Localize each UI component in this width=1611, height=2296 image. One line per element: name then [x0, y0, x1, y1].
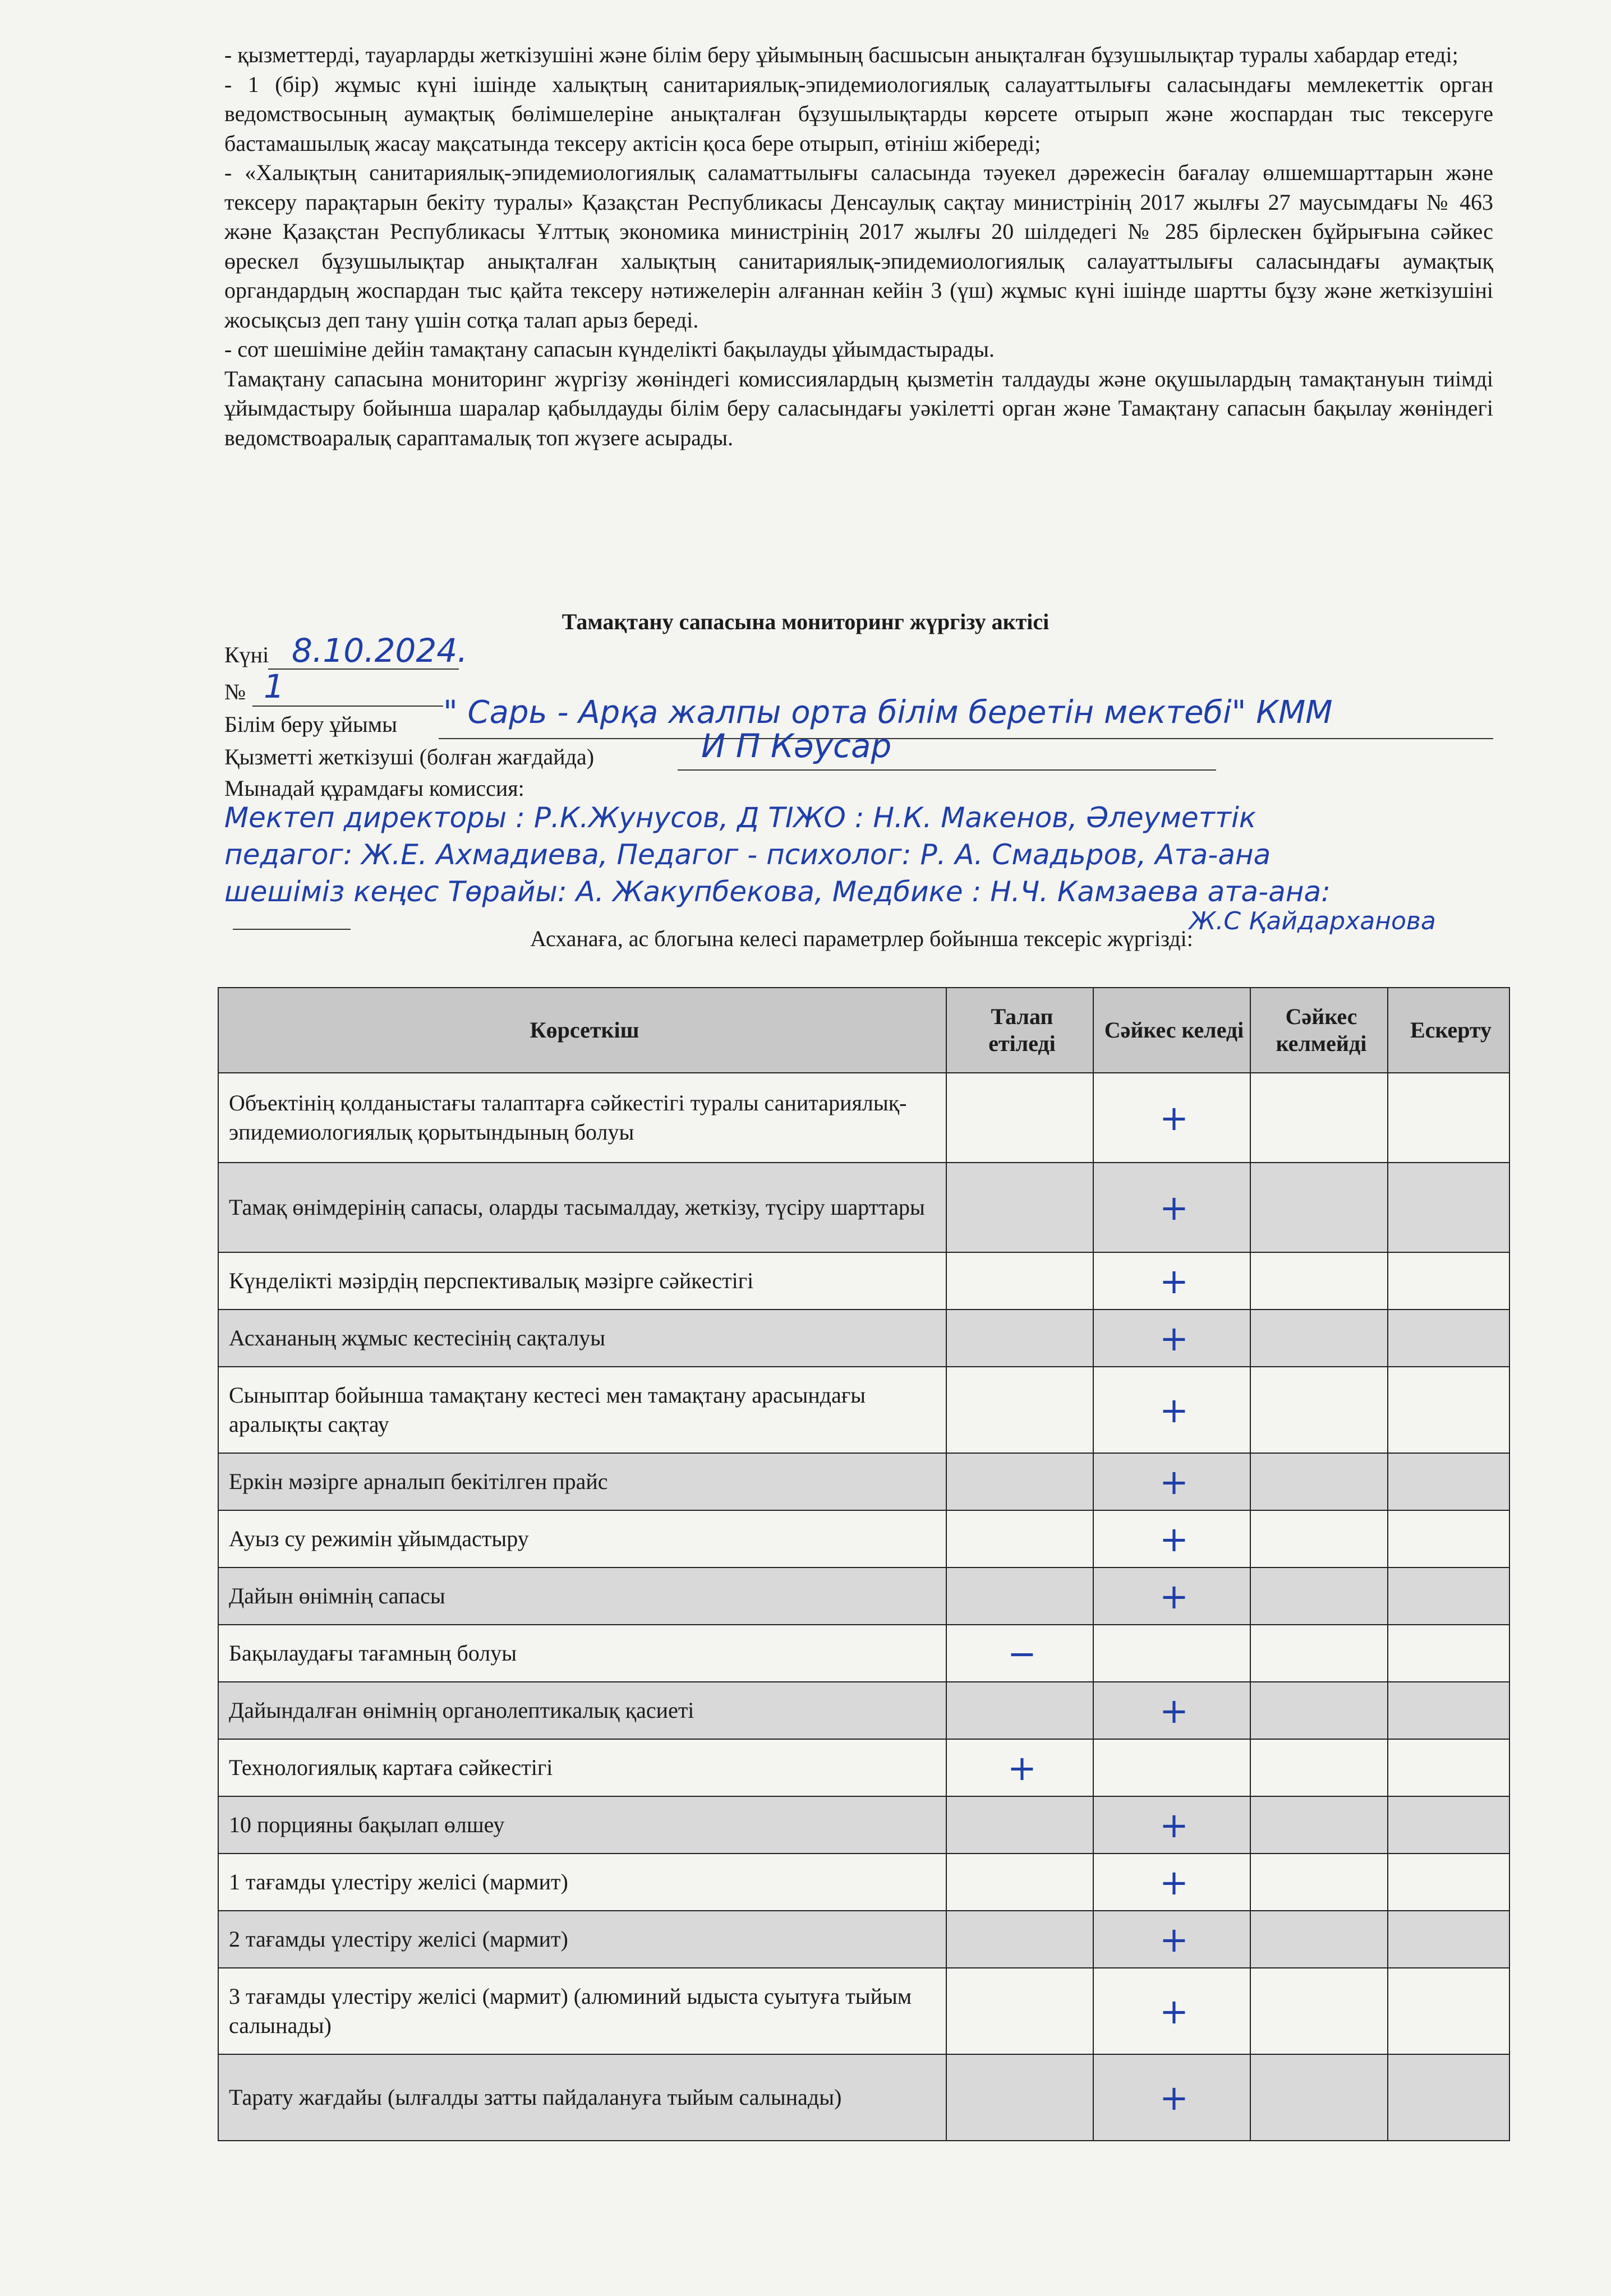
required-cell: [946, 1968, 1093, 2054]
header-required: Талап етіледі: [946, 988, 1093, 1073]
compliant-cell: +: [1093, 1252, 1250, 1310]
compliant-cell: +: [1093, 1073, 1250, 1163]
required-cell: +: [946, 1739, 1093, 1796]
org-field: [224, 709, 397, 740]
commission-members: [224, 799, 1611, 933]
indicator-cell: Тарату жағдайы (ылғалды затты пайдалануға тыйым салынады): [218, 2054, 946, 2141]
note-cell: [1388, 1252, 1509, 1310]
compliant-cell: +: [1093, 1310, 1250, 1367]
header-note: Ескерту: [1388, 988, 1509, 1073]
noncompliant-cell: [1250, 1073, 1388, 1163]
note-cell: [1388, 1163, 1509, 1252]
table-row: [218, 1911, 1509, 1968]
required-cell: −: [946, 1625, 1093, 1682]
commission-line: педагог: Ж.Е. Ахмадиева, Педагог - психолог: Р. А. Смадьров, Ата-ана: [224, 838, 1271, 871]
compliant-cell: +: [1093, 1510, 1250, 1567]
indicator-cell: Еркін мәзірге арналып бекітілген прайс: [218, 1453, 946, 1510]
date-field: [224, 639, 269, 671]
required-cell: [946, 1796, 1093, 1854]
commission-line: шешіміз кеңес Төрайы: А. Жакупбекова, Медбике : Н.Ч. Камзаева ата-ана:: [224, 875, 1331, 908]
indicator-cell: Дайындалған өнімнің органолептикалық қасиеті: [218, 1682, 946, 1739]
indicator-cell: Технологиялық картаға сәйкестігі: [218, 1739, 946, 1796]
table-row: [218, 1367, 1509, 1453]
noncompliant-cell: [1250, 1163, 1388, 1252]
indicator-cell: Күнделікті мәзірдің перспективалық мәзірге сәйкестігі: [218, 1252, 946, 1310]
table-row: [218, 1625, 1509, 1682]
table-row: [218, 1739, 1509, 1796]
noncompliant-cell: [1250, 1252, 1388, 1310]
intro-paragraph: - сот шешіміне дейін тамақтану сапасын күнделікті бақылауды ұйымдастырады.: [224, 336, 995, 362]
act-title: Тамақтану сапасына мониторинг жүргізу актісі: [561, 609, 1050, 634]
required-cell: [946, 1163, 1093, 1252]
number-value: 1: [264, 667, 284, 706]
date-label: Күні: [224, 642, 269, 667]
number-label: №: [224, 679, 246, 704]
note-cell: [1388, 1367, 1509, 1453]
noncompliant-cell: [1250, 1367, 1388, 1453]
org-underline: [439, 738, 1493, 739]
table-row: [218, 2054, 1509, 2141]
number-field: [224, 676, 246, 708]
compliant-cell: +: [1093, 1567, 1250, 1625]
note-cell: [1388, 1911, 1509, 1968]
indicator-cell: Тамақ өнімдерінің сапасы, оларды тасымалдау, жеткізу, түсіру шарттары: [218, 1163, 946, 1252]
required-cell: [946, 1453, 1093, 1510]
table-row: [218, 1510, 1509, 1567]
table-row: [218, 1073, 1509, 1163]
required-cell: [946, 2054, 1093, 2141]
org-label: Білім беру ұйымы: [224, 712, 397, 737]
table-row: [218, 1310, 1509, 1367]
table-row: [218, 1163, 1509, 1252]
compliant-cell: +: [1093, 1968, 1250, 2054]
note-cell: [1388, 1453, 1509, 1510]
table-row: [218, 1453, 1509, 1510]
supplier-label: Қызметті жеткізуші (болған жағдайда): [224, 744, 595, 769]
note-cell: [1388, 1854, 1509, 1911]
inspection-table: [218, 987, 1510, 2141]
intro-paragraph: - 1 (бір) жұмыс күні ішінде халықтың санитариялық-эпидемиологиялық салауаттылығы саласындағы мемлекеттік орган ведомствосының аумақтық бөлімшелеріне анықталған бұзушылықтарды көрсете отырып және жоспардан тыс тексеруге бастамашылық жасау мақсатында тексеру актісін қоса бере отырып, өтініш жібереді;: [224, 71, 1493, 156]
noncompliant-cell: [1250, 2054, 1388, 2141]
note-cell: [1388, 1625, 1509, 1682]
noncompliant-cell: [1250, 1682, 1388, 1739]
compliant-cell: +: [1093, 1367, 1250, 1453]
required-cell: [946, 1567, 1093, 1625]
indicator-cell: Дайын өнімнің сапасы: [218, 1567, 946, 1625]
note-cell: [1388, 2054, 1509, 2141]
required-cell: [946, 1510, 1093, 1567]
noncompliant-cell: [1250, 1510, 1388, 1567]
intro-paragraph: - қызметтерді, тауарларды жеткізушіні және білім беру ұйымының басшысын анықталған бұзушылықтар туралы хабардар етеді;: [224, 42, 1458, 67]
noncompliant-cell: [1250, 1567, 1388, 1625]
intro-paragraph: Тамақтану сапасына мониторинг жүргізу жөніндегі комиссиялардың қызметін талдауды және оқушылардың тамақтануын тиімді ұйымдастыру бойынша шаралар қабылдауды білім беру саласындағы уәкілетті орган және Тамақтану сапасын бақылау жөніндегі ведомствоаралық сараптамалық топ жүзеге асырады.: [224, 366, 1493, 450]
compliant-cell: +: [1093, 1682, 1250, 1739]
indicator-cell: 10 порцияны бақылап өлшеу: [218, 1796, 946, 1854]
header-indicator: Көрсеткіш: [218, 988, 946, 1073]
required-cell: [946, 1252, 1093, 1310]
indicator-cell: Ауыз су режимін ұйымдастыру: [218, 1510, 946, 1567]
note-cell: [1388, 1073, 1509, 1163]
note-cell: [1388, 1310, 1509, 1367]
table-row: [218, 1968, 1509, 2054]
required-cell: [946, 1682, 1093, 1739]
intro-paragraph: - «Халықтың санитариялық-эпидемиологиялық саламаттылығы саласында тәуекел дәрежесін бағалау өлшемшарттарын және тексеру парақтарын бекіту туралы» Қазақстан Республикасы Денсаулық сақтау министрінің 2017 жылғы 27 маусымдағы № 463 және Қазақстан Республикасы Ұлттық экономика министрінің 2017 жылғы 20 шілдедегі № 285 бірлескен бұйрығына сәйкес өрескел бұзушылықтар анықталған халықтың санитариялық-эпидемиологиялық салауаттылығы саласындағы аумақтық органдардың жоспардан тыс қайта тексеру нәтижелерін алғаннан кейін 3 (үш) жұмыс күні ішінде шартты бұзу және жеткізушіні жосықсыз деп тану үшін сотқа талап арыз береді.: [224, 160, 1493, 333]
table-header-row: [218, 988, 1509, 1073]
table-row: [218, 1854, 1509, 1911]
table-row: [218, 1252, 1509, 1310]
number-underline: [252, 706, 443, 707]
supplier-value: И П Кәусар: [701, 727, 892, 765]
header-compliant: Сәйкес келеді: [1093, 988, 1250, 1073]
noncompliant-cell: [1250, 1739, 1388, 1796]
commission-line: Ж.С Қайдарханова: [1189, 907, 1436, 935]
note-cell: [1388, 1739, 1509, 1796]
org-value: " Сарь - Арқа жалпы орта білім беретін мектебі" КММ: [443, 694, 1333, 731]
table-row: [218, 1796, 1509, 1854]
compliant-cell: +: [1093, 1163, 1250, 1252]
indicator-cell: Асхананың жұмыс кестесінің сақталуы: [218, 1310, 946, 1367]
compliant-cell: [1093, 1625, 1250, 1682]
date-value: 8.10.2024.: [292, 631, 468, 670]
supplier-underline: [678, 769, 1216, 771]
note-cell: [1388, 1682, 1509, 1739]
required-cell: [946, 1073, 1093, 1163]
table-row: [218, 1567, 1509, 1625]
noncompliant-cell: [1250, 1453, 1388, 1510]
noncompliant-cell: [1250, 1911, 1388, 1968]
required-cell: [946, 1310, 1093, 1367]
commission-label: Мынадай құрамдағы комиссия:: [224, 776, 524, 801]
compliant-cell: +: [1093, 1854, 1250, 1911]
noncompliant-cell: [1250, 1968, 1388, 2054]
noncompliant-cell: [1250, 1625, 1388, 1682]
note-cell: [1388, 1567, 1509, 1625]
note-cell: [1388, 1510, 1509, 1567]
table-row: [218, 1682, 1509, 1739]
check-intro-text: Асханаға, ас блогына келесі параметрлер бойынша тексеріс жүргізді:: [530, 926, 1193, 951]
header-noncompliant: Сәйкес келмейді: [1250, 988, 1388, 1073]
indicator-cell: Бақылаудағы тағамның болуы: [218, 1625, 946, 1682]
required-cell: [946, 1367, 1093, 1453]
compliant-cell: +: [1093, 2054, 1250, 2141]
indicator-cell: 3 тағамды үлестіру желісі (мармит) (алюминий ыдыста суытуға тыйым салынады): [218, 1968, 946, 2054]
compliant-cell: +: [1093, 1453, 1250, 1510]
compliant-cell: +: [1093, 1911, 1250, 1968]
compliant-cell: +: [1093, 1796, 1250, 1854]
noncompliant-cell: [1250, 1310, 1388, 1367]
intro-text: [224, 40, 1493, 453]
indicator-cell: Сыныптар бойынша тамақтану кестесі мен тамақтану арасындағы аралықты сақтау: [218, 1367, 946, 1453]
note-cell: [1388, 1968, 1509, 2054]
required-cell: [946, 1911, 1093, 1968]
required-cell: [946, 1854, 1093, 1911]
commission-line: Мектеп директоры : Р.К.Жунусов, Д ТІЖО : Н.К. Макенов, Әлеуметтік: [224, 801, 1256, 834]
supplier-field: [224, 741, 594, 773]
indicator-cell: 2 тағамды үлестіру желісі (мармит): [218, 1911, 946, 1968]
noncompliant-cell: [1250, 1796, 1388, 1854]
indicator-cell: Объектінің қолданыстағы талаптарға сәйкестігі туралы санитариялық-эпидемиологиялық қорытындының болуы: [218, 1073, 946, 1163]
noncompliant-cell: [1250, 1854, 1388, 1911]
note-cell: [1388, 1796, 1509, 1854]
indicator-cell: 1 тағамды үлестіру желісі (мармит): [218, 1854, 946, 1911]
compliant-cell: [1093, 1739, 1250, 1796]
